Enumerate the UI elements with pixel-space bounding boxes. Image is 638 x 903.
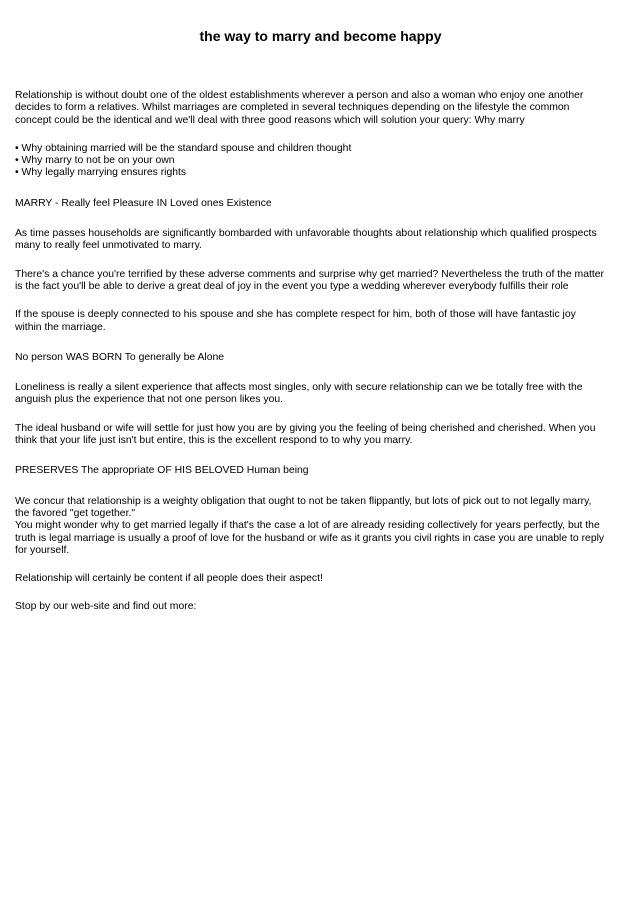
- paragraph-spouse-respect: If the spouse is deeply connected to his spouse and she has complete respect for him, both of those will have fantastic joy within the marriage.: [15, 309, 576, 333]
- document-title: the way to marry and become happy: [199, 28, 442, 44]
- intro-paragraph: Relationship is without doubt one of the oldest establishments wherever a person and also a woman who enjoy one another decides to form a relatives. Whilst marriages are completed in several techniques depending on the lifestyle the common concept could be the identical and we'll deal with three good reasons which will solution your query: Why marry: [15, 90, 584, 126]
- paragraph-website: Stop by our web-site and find out more:: [15, 601, 197, 613]
- paragraph-legal-marriage: We concur that relationship is a weighty obligation that ought to not be taken flippantly, but lots of pick out to not legally marry, the favored "get together." You might wonder why to get married legally if that's the case a lot of are already residing collectively for years perfectly, but the truth is legal marriage is usually a proof of love for the husband or wife as it grants you civil rights in case you are unable to reply for yourself.: [15, 495, 605, 556]
- list-item: • Why obtaining married will be the standard spouse and children thought: [15, 142, 352, 154]
- paragraph-content: Relationship will certainly be content if all people does their aspect!: [15, 573, 323, 585]
- paragraph-loneliness: Loneliness is really a silent experience that affects most singles, only with secure relationship can we be totally free with the anguish plus the experience that not one person likes you.: [15, 382, 583, 406]
- paragraph-adverse-comments: There's a chance you're terrified by these adverse comments and surprise why get married? Nevertheless the truth of the matter is the fact you'll be able to derive a great deal of joy in the event you type a wedding wherever everybody fulfills their role: [15, 268, 605, 292]
- section-heading-preserves: PRESERVES The appropriate OF HIS BELOVED Human being: [15, 465, 309, 477]
- paragraph-ideal-spouse: The ideal husband or wife will settle for just how you are by giving you the feeling of being cherished and cherished. When you think that your life just isn't but entire, this is the excellent respond to to why you marry.: [15, 422, 596, 447]
- section-heading-alone: No person WAS BORN To generally be Alone: [15, 351, 225, 363]
- paragraph-households: As time passes households are significantly bombarded with unfavorable thoughts about relationship which qualified prospects many to really feel unmotivated to marry.: [15, 228, 597, 252]
- list-item: • Why marry to not be on your own: [15, 155, 175, 167]
- list-item: • Why legally marrying ensures rights: [15, 167, 187, 179]
- reasons-list: [15, 143, 626, 180]
- section-heading-marry: MARRY - Really feel Pleasure IN Loved ones Existence: [15, 197, 272, 209]
